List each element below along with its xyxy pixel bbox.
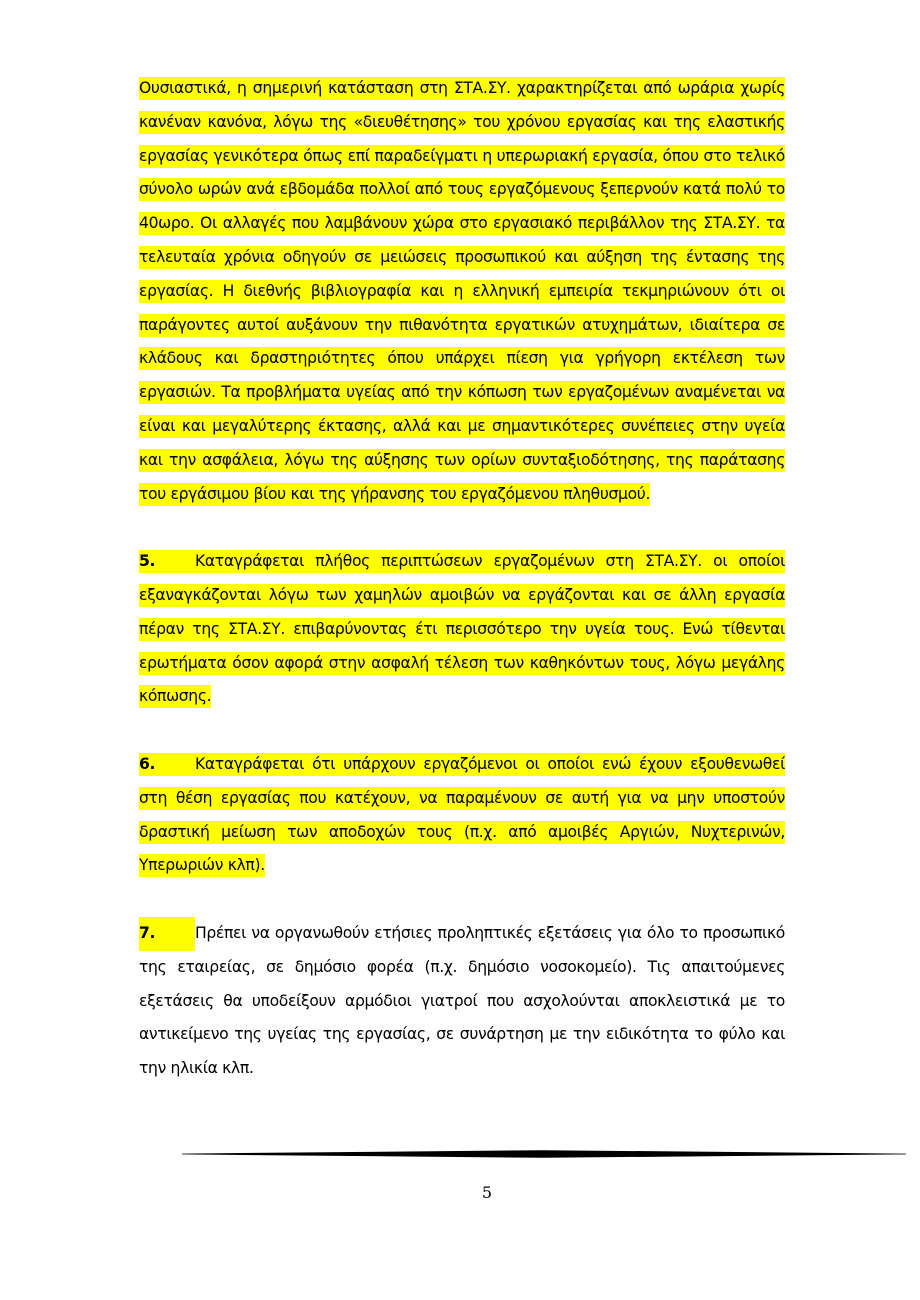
document-body <box>139 72 785 1086</box>
paragraph-item-5 <box>139 545 785 714</box>
paragraph-working-hours <box>139 72 785 511</box>
paragraph-item-7 <box>139 917 785 1086</box>
footer-divider-shape <box>182 1150 906 1158</box>
paragraph-spacer <box>139 883 785 917</box>
item-text: Καταγράφεται ότι υπάρχουν εργαζόμενοι οι οποίοι ενώ έχουν εξουθενωθεί στη θέση εργασίας που κατέχουν, να παραμένουν σε αυτή για να μην υποστούν δραστική μείωση των αποδοχών τους (π.χ. από αμοιβές Αργιών, Νυχτερινών, Υπερωριών κλπ). <box>139 754 785 875</box>
paragraph-spacer <box>139 511 785 545</box>
item-text: Πρέπει να οργανωθούν ετήσιες προληπτικές εξετάσεις για όλο το προσωπικό της εταιρείας, σε δημόσιο φορέα (π.χ. δημόσιο νοσοκομείο). Τις απαιτούμενες εξετάσεις θα υποδείξουν αρμόδιοι γιατροί που ασχολούνται αποκλειστικά με το αντικείμενο της υγείας της εργασίας, σε συνάρτηση με την ειδικότητα το φύλο και την ηλικία κλπ. <box>139 923 785 1078</box>
highlighted-text: Ουσιαστικά, η σημερινή κατάσταση στη ΣΤΑ.ΣΥ. χαρακτηρίζεται από ωράρια χωρίς κανέναν κανόνα, λόγω της «διευθέτησης» του χρόνου εργασίας και της ελαστικής εργασίας γενικότερα όπως επί παραδείγματι η υπερωριακή εργασία, όπου στο τελικό σύνολο ωρών ανά εβδομάδα πολλοί από τους εργαζόμενους ξεπερνούν κατά πολύ το 40ωρο. Οι αλλαγές που λαμβάνουν χώρα στο εργασιακό περιβάλλον της ΣΤΑ.ΣΥ. τα τελευταία χρόνια οδηγούν σε μειώσεις προσωπικού και αύξηση της έντασης της εργασίας. Η διεθνής βιβλιογραφία και η ελληνική εμπειρία τεκμηριώνουν ότι οι παράγοντες αυτοί αυξάνουν την πιθανότητα εργατικών ατυχημάτων, ιδιαίτερα σε κλάδους και δραστηριότητες όπου υπάρχει πίεση για γρήγορη εκτέλεση των εργασιών. Τα προβλήματα υγείας από την κόπωση των εργαζομένων αναμένεται να είναι και μεγαλύτερης έκτασης, αλλά και με σημαντικότερες συνέπειες στην υγεία και την ασφάλεια, λόγω της αύξησης των ορίων συνταξιοδότησης, της παράτασης του εργάσιμου βίου και της γήρανσης του εργαζόμενου πληθυσμού. <box>139 77 785 506</box>
page-number: 5 <box>481 1183 493 1202</box>
item-number: 5. <box>139 552 156 571</box>
item-number: 7. <box>139 917 195 951</box>
paragraph-item-6 <box>139 748 785 883</box>
highlighted-text <box>139 550 785 708</box>
footer-divider <box>182 1150 906 1158</box>
paragraph-spacer <box>139 714 785 748</box>
item-number: 6. <box>139 754 156 773</box>
item-text: Καταγράφεται πλήθος περιπτώσεων εργαζομένων στη ΣΤΑ.ΣΥ. οι οποίοι εξαναγκάζονται λόγω των χαμηλών αμοιβών να εργάζονται και σε άλλη εργασία πέραν της ΣΤΑ.ΣΥ. επιβαρύνοντας έτι περισσότερο την υγεία τους. Ενώ τίθενται ερωτήματα όσον αφορά στην ασφαλή τέλεση των καθηκόντων τους, λόγω μεγάλης κόπωσης. <box>139 552 785 706</box>
highlighted-text <box>139 753 785 877</box>
